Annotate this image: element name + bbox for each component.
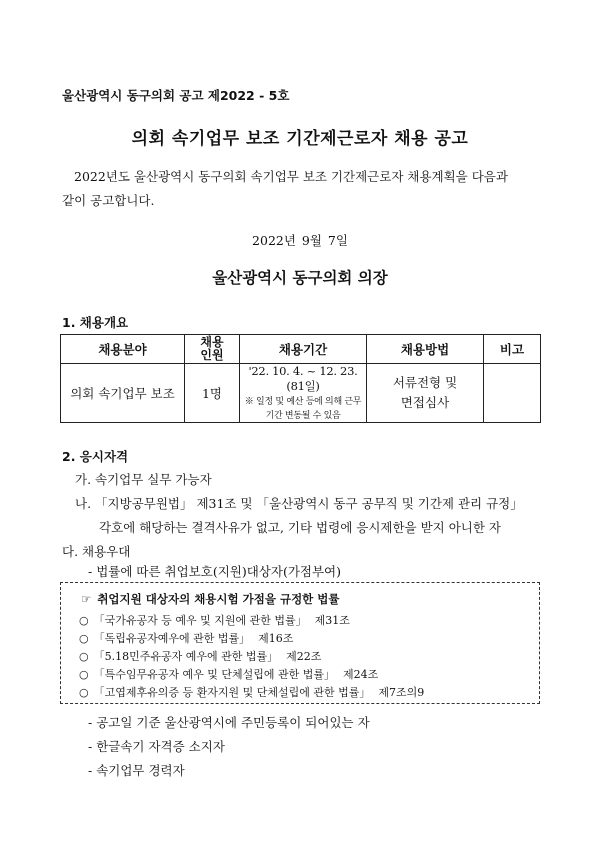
law-article: 제7조의9 xyxy=(378,686,425,699)
law-article: 제31조 xyxy=(314,614,350,627)
circle-bullet-icon: ○ xyxy=(79,668,89,681)
preference-item-2: - 공고일 기준 울산광역시에 주민등록이 되어있는 자 xyxy=(88,715,370,730)
list-item xyxy=(79,630,293,646)
list-item xyxy=(79,648,321,664)
preference-law-box xyxy=(60,582,540,704)
overview-table xyxy=(60,334,541,423)
law-box-title xyxy=(81,591,340,607)
law-name: 「고엽제후유의증 등 환자지원 및 단체설립에 관한 법률」 xyxy=(93,686,371,699)
list-item xyxy=(79,612,350,628)
preference-item-3: - 한글속기 자격증 소지자 xyxy=(88,739,225,754)
signer: 울산광역시 동구의회 의장 xyxy=(212,269,388,287)
cell-field: 의회 속기업무 보조 xyxy=(61,364,185,423)
intro-text-line-1: 2022년도 울산광역시 동구의회 속기업무 보조 기간제근로자 채용계획을 다음과 xyxy=(74,169,508,184)
circle-bullet-icon: ○ xyxy=(79,614,89,627)
cell-period xyxy=(240,364,367,423)
page-title: 의회 속기업무 보조 기간제근로자 채용 공고 xyxy=(131,129,469,149)
law-article: 제24조 xyxy=(343,668,379,681)
law-name: 「독립유공자예우에 관한 법률」 xyxy=(93,632,251,645)
law-name: 「국가유공자 등 예우 및 지원에 관한 법률」 xyxy=(93,614,307,627)
notice-date: 2022년 9월 7일 xyxy=(252,233,348,248)
header-method: 채용방법 xyxy=(367,335,484,364)
cell-headcount: 1명 xyxy=(185,364,240,423)
header-headcount xyxy=(185,335,240,364)
list-item xyxy=(79,666,378,682)
header-headcount-line-1: 채용 xyxy=(200,335,224,349)
period-note-line-1: ※ 일정 및 예산 등에 의해 근무 xyxy=(244,397,362,407)
method-line-1: 서류전형 및 xyxy=(392,375,458,390)
pointing-hand-icon: ☞ xyxy=(81,592,92,606)
header-note: 비고 xyxy=(484,335,541,364)
eligibility-item-ga: 가. 속기업무 실무 가능자 xyxy=(75,472,212,487)
eligibility-item-na-line-2: 각호에 해당하는 결격사유가 없고, 기타 법령에 응시제한을 받지 아니한 자 xyxy=(99,520,501,535)
law-name: 「특수임무유공자 예우 및 단체설립에 관한 법률」 xyxy=(93,668,335,681)
law-name: 「5.18민주유공자 예우에 관한 법률」 xyxy=(93,650,279,663)
table-row xyxy=(61,364,541,423)
table-header-row xyxy=(61,335,541,364)
circle-bullet-icon: ○ xyxy=(79,650,89,663)
preference-item-1: - 법률에 따른 취업보호(지원)대상자(가점부여) xyxy=(88,564,342,579)
preference-item-4: - 속기업무 경력자 xyxy=(88,763,185,778)
method-line-2: 면접심사 xyxy=(400,395,450,410)
header-period: 채용기간 xyxy=(240,335,367,364)
list-item xyxy=(79,684,424,700)
cell-method xyxy=(367,364,484,423)
header-headcount-line-2: 인원 xyxy=(200,348,224,362)
intro-text-line-2: 같이 공고합니다. xyxy=(62,193,155,208)
section-heading-overview: 1. 채용개요 xyxy=(62,315,129,330)
law-article: 제16조 xyxy=(258,632,294,645)
cell-note xyxy=(484,364,541,423)
period-note-line-2: 기간 변동될 수 있음 xyxy=(265,411,341,421)
circle-bullet-icon: ○ xyxy=(79,632,89,645)
header-field: 채용분야 xyxy=(61,335,185,364)
period-range: '22. 10. 4. ~ 12. 23.(81일) xyxy=(248,364,358,393)
notice-number: 울산광역시 동구의회 공고 제2022 - 5호 xyxy=(62,88,290,103)
law-box-title-text: 취업지원 대상자의 채용시험 가점을 규정한 법률 xyxy=(97,592,340,606)
circle-bullet-icon: ○ xyxy=(79,686,89,699)
law-article: 제22조 xyxy=(286,650,322,663)
section-heading-eligibility: 2. 응시자격 xyxy=(62,449,129,464)
eligibility-item-da: 다. 채용우대 xyxy=(62,544,131,559)
eligibility-item-na-line-1: 나. 「지방공무원법」 제31조 및 「울산광역시 동구 공무직 및 기간제 관리 규정」 xyxy=(75,496,523,511)
